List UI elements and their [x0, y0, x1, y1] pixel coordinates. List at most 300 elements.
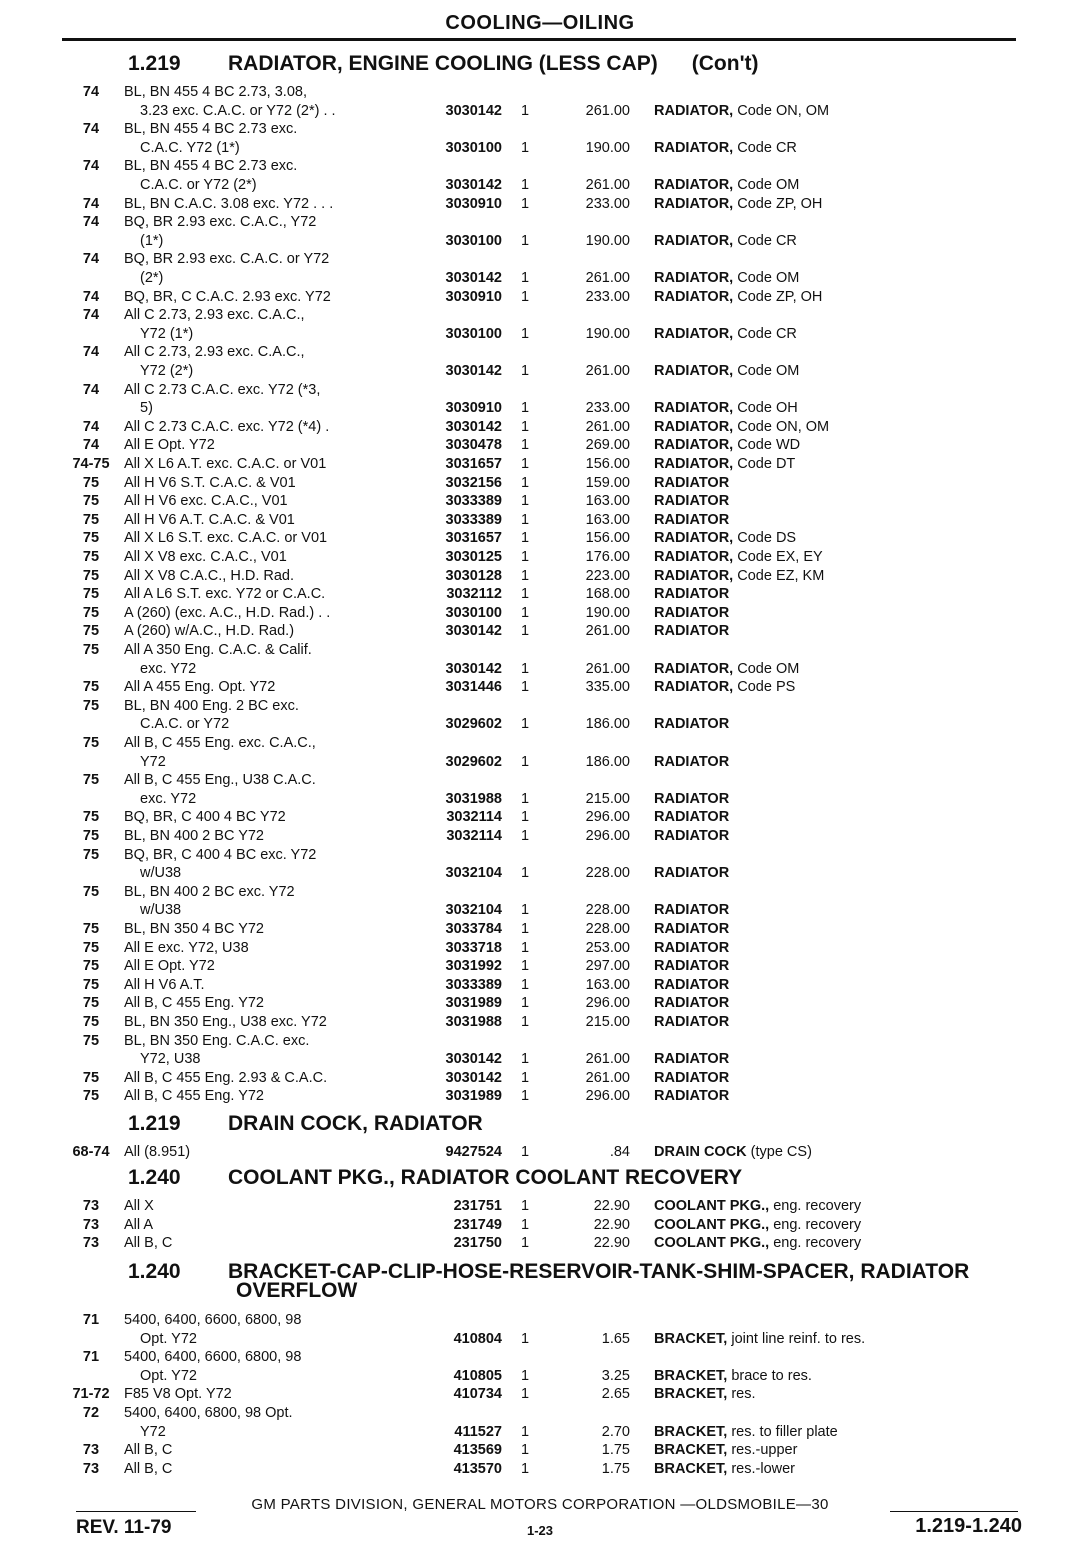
- catalog-line: [0, 939, 1080, 958]
- quantity: 1: [520, 1460, 530, 1477]
- part-number: 3031989: [445, 995, 502, 1012]
- model-year: 75: [82, 921, 100, 937]
- price: 2.70: [601, 1423, 630, 1440]
- part-name-main: BRACKET,: [654, 1423, 728, 1440]
- part-name: [654, 715, 1020, 734]
- part-name-main: RADIATOR: [654, 939, 730, 956]
- application-description: (2*): [140, 270, 164, 286]
- part-name: [654, 957, 1020, 976]
- application-description: 5400, 6400, 6800, 98 Opt.: [124, 1405, 293, 1421]
- catalog-line: [0, 1050, 1080, 1069]
- catalog-line: [0, 1441, 1080, 1460]
- model-year: 73: [82, 1235, 100, 1252]
- application-description: BQ, BR, C 400 4 BC exc. Y72: [124, 846, 317, 863]
- part-name-main: RADIATOR,: [654, 195, 734, 212]
- part-number: 413569: [453, 1442, 502, 1459]
- quantity: 1: [520, 958, 530, 975]
- application-description: All A 455 Eng. Opt. Y72: [124, 679, 276, 696]
- model-year: 75: [82, 735, 100, 751]
- application-description: Y72, U38: [140, 1051, 201, 1068]
- price: 1.75: [601, 1442, 630, 1459]
- quantity: 1: [520, 660, 530, 677]
- model-year: 73: [82, 1198, 100, 1214]
- section-name: BRACKET-CAP-CLIP-HOSE-RESERVOIR-TANK-SHIM-SPACER, RADIATOR: [228, 1260, 970, 1283]
- catalog-line: [0, 1032, 1080, 1051]
- catalog-line: [0, 418, 1080, 437]
- quantity: 1: [520, 418, 530, 435]
- part-name-main: RADIATOR: [654, 493, 730, 510]
- part-name: [654, 622, 1020, 641]
- catalog-line: [0, 1013, 1080, 1032]
- part-name-detail: Code EZ, KM: [733, 567, 825, 584]
- catalog-line: [0, 381, 1080, 400]
- part-name: [654, 808, 1020, 827]
- price: 335.00: [585, 679, 630, 696]
- application-description: Opt. Y72: [140, 1330, 197, 1347]
- model-year: 75: [82, 828, 100, 844]
- part-name: [654, 864, 1020, 883]
- price: 296.00: [585, 995, 630, 1012]
- part-name: [654, 920, 1020, 939]
- part-name-main: RADIATOR: [654, 1051, 730, 1068]
- part-name: [654, 1441, 1020, 1460]
- catalog-line: [0, 604, 1080, 623]
- section-name: DRAIN COCK, RADIATOR: [228, 1112, 483, 1135]
- part-name: [654, 1143, 1020, 1162]
- catalog-line: [0, 213, 1080, 232]
- quantity: 1: [520, 976, 530, 993]
- part-name: [654, 195, 1020, 214]
- section-number: 1.219: [128, 1112, 181, 1135]
- application-description: BL, BN 400 2 BC exc. Y72: [124, 883, 295, 900]
- part-name-main: RADIATOR: [654, 1069, 730, 1086]
- part-number: 3033389: [445, 511, 502, 528]
- part-number: 3030142: [445, 660, 502, 677]
- price: 176.00: [585, 549, 630, 565]
- quantity: 1: [520, 474, 530, 491]
- application-description: All C 2.73, 2.93 exc. C.A.C.,: [124, 307, 305, 324]
- catalog-line: [0, 697, 1080, 716]
- catalog-line: [0, 1330, 1080, 1349]
- catalog-line: [0, 957, 1080, 976]
- application-description: BL, BN 350 4 BC Y72: [124, 921, 264, 937]
- part-name: [654, 102, 1020, 121]
- part-name: [654, 753, 1020, 772]
- footer-page-number: 1-23: [526, 1523, 554, 1538]
- part-number: 411527: [454, 1423, 502, 1440]
- part-name-main: COOLANT PKG.,: [654, 1235, 770, 1252]
- part-number: 3032104: [445, 865, 502, 882]
- part-name-detail: res.-lower: [727, 1460, 795, 1477]
- price: 22.90: [593, 1235, 630, 1252]
- quantity: 1: [520, 1088, 530, 1105]
- price: 156.00: [585, 456, 630, 472]
- quantity: 1: [520, 567, 530, 584]
- part-number: 3030125: [445, 549, 502, 565]
- application-description: A (260) w/A.C., H.D. Rad.): [124, 623, 295, 640]
- application-description: Y72: [140, 1423, 166, 1440]
- part-number: 231751: [453, 1198, 502, 1214]
- part-number: 3031657: [445, 530, 502, 547]
- model-year: 68-74: [72, 1144, 110, 1160]
- price: 228.00: [585, 902, 630, 919]
- catalog-line: [0, 1385, 1080, 1404]
- section-number: 1.240: [128, 1166, 181, 1189]
- quantity: 1: [520, 288, 530, 305]
- price: 1.75: [601, 1460, 630, 1477]
- part-number: 3032114: [446, 809, 502, 826]
- part-name-main: RADIATOR: [654, 809, 730, 826]
- application-description: All X L6 A.T. exc. C.A.C. or V01: [124, 456, 327, 472]
- application-description: exc. Y72: [140, 660, 197, 677]
- part-name-main: RADIATOR: [654, 995, 730, 1012]
- model-year: 75: [82, 939, 100, 956]
- model-year: 74: [82, 307, 100, 324]
- part-number: 3029602: [445, 753, 502, 770]
- model-year: 75: [82, 976, 100, 993]
- part-name-main: RADIATOR,: [654, 400, 734, 417]
- quantity: 1: [520, 1051, 530, 1068]
- quantity: 1: [520, 865, 530, 882]
- model-year: 74: [82, 418, 100, 435]
- model-year: 75: [82, 474, 100, 491]
- model-year: 75: [82, 697, 100, 714]
- catalog-line: [0, 846, 1080, 865]
- part-name-detail: joint line reinf. to res.: [727, 1330, 866, 1347]
- catalog-line: [0, 529, 1080, 548]
- part-name-main: RADIATOR,: [654, 437, 734, 454]
- price: 233.00: [585, 195, 630, 212]
- part-name-detail: Code ZP, OH: [733, 195, 823, 212]
- model-year: 74: [82, 251, 100, 268]
- part-name: [654, 660, 1020, 679]
- catalog-line: [0, 1087, 1080, 1106]
- part-name: [654, 418, 1020, 437]
- part-number: 231749: [453, 1216, 502, 1233]
- price: 215.00: [585, 1014, 630, 1030]
- application-description: Y72 (2*): [140, 363, 194, 379]
- section-title: [128, 1113, 483, 1134]
- quantity: 1: [520, 1330, 530, 1347]
- application-description: BL, BN 350 Eng. C.A.C. exc.: [124, 1032, 310, 1049]
- application-description: BL, BN C.A.C. 3.08 exc. Y72 . . .: [124, 195, 334, 212]
- part-name-main: RADIATOR: [654, 865, 730, 882]
- part-number: 3030142: [445, 177, 502, 193]
- part-name-detail: Code ZP, OH: [733, 288, 823, 305]
- application-description: BL, BN 400 2 BC Y72: [124, 828, 264, 844]
- part-number: 3033784: [445, 921, 502, 937]
- quantity: 1: [520, 753, 530, 770]
- part-number: 3030478: [445, 437, 502, 454]
- application-description: BQ, BR 2.93 exc. C.A.C. or Y72: [124, 251, 330, 268]
- price: 186.00: [585, 753, 630, 770]
- part-name-main: BRACKET,: [654, 1367, 728, 1384]
- catalog-line: [0, 808, 1080, 827]
- section-name: RADIATOR, ENGINE COOLING (LESS CAP): [228, 52, 658, 75]
- catalog-line: [0, 1216, 1080, 1235]
- quantity: 1: [520, 437, 530, 454]
- model-year: 74: [82, 84, 100, 100]
- part-name-detail: Code ON, OM: [733, 102, 830, 119]
- part-name-detail: Code DT: [733, 456, 796, 472]
- application-description: 5400, 6400, 6600, 6800, 98: [124, 1312, 302, 1328]
- part-number: 3033389: [445, 976, 502, 993]
- part-name-main: RADIATOR: [654, 921, 730, 937]
- price: 261.00: [585, 363, 630, 379]
- application-description: All B, C: [124, 1442, 173, 1459]
- part-name-detail: brace to res.: [727, 1367, 812, 1384]
- part-number: 3030142: [445, 1051, 502, 1068]
- application-description: 3.23 exc. C.A.C. or Y72 (2*) . .: [140, 102, 336, 119]
- quantity: 1: [520, 921, 530, 937]
- part-number: 3030100: [445, 604, 502, 621]
- application-description: w/U38: [140, 865, 182, 882]
- part-name-main: RADIATOR,: [654, 679, 734, 696]
- application-description: All C 2.73 C.A.C. exc. Y72 (*3,: [124, 381, 321, 398]
- part-number: 410734: [453, 1386, 502, 1403]
- application-description: All X: [124, 1198, 154, 1214]
- quantity: 1: [520, 270, 530, 286]
- part-name-main: COOLANT PKG.,: [654, 1198, 770, 1214]
- part-number: 3031988: [445, 1014, 502, 1030]
- application-description: All B, C: [124, 1235, 173, 1252]
- part-name-main: RADIATOR,: [654, 102, 734, 119]
- part-number: 3030142: [445, 363, 502, 379]
- catalog-line: [0, 1234, 1080, 1253]
- part-name-main: RADIATOR,: [654, 660, 734, 677]
- catalog-line: [0, 325, 1080, 344]
- model-year: 75: [82, 846, 100, 863]
- price: 296.00: [585, 1088, 630, 1105]
- application-description: BL, BN 455 4 BC 2.73 exc.: [124, 121, 298, 138]
- price: .84: [609, 1144, 630, 1160]
- part-name: [654, 511, 1020, 530]
- part-number: 3030910: [445, 195, 502, 212]
- part-name-main: RADIATOR: [654, 586, 730, 603]
- part-name: [654, 176, 1020, 195]
- catalog-line: [0, 269, 1080, 288]
- catalog-line: [0, 790, 1080, 809]
- part-name: [654, 548, 1020, 567]
- part-name-main: RADIATOR: [654, 753, 730, 770]
- quantity: 1: [520, 586, 530, 603]
- catalog-line: [0, 343, 1080, 362]
- model-year: 74: [82, 195, 100, 212]
- part-name: [654, 269, 1020, 288]
- price: 190.00: [585, 604, 630, 621]
- catalog-line: [0, 678, 1080, 697]
- part-name: [654, 1197, 1020, 1216]
- part-name-main: COOLANT PKG.,: [654, 1216, 770, 1233]
- section-title: [128, 1167, 742, 1188]
- price: 215.00: [585, 790, 630, 807]
- footer-publisher: GM PARTS DIVISION, GENERAL MOTORS CORPORATION —OLDSMOBILE—30: [251, 1496, 829, 1513]
- part-name-detail: res. to filler plate: [727, 1423, 838, 1440]
- model-year: 75: [82, 679, 100, 696]
- part-name: [654, 994, 1020, 1013]
- part-name-detail: res.-upper: [727, 1442, 798, 1459]
- part-name: [654, 790, 1020, 809]
- model-year: 75: [82, 883, 100, 900]
- part-number: 3030142: [445, 102, 502, 119]
- part-name: [654, 232, 1020, 251]
- part-name-detail: Code OM: [733, 363, 800, 379]
- part-name-detail: Code WD: [733, 437, 801, 454]
- part-number: 3030100: [445, 139, 502, 156]
- part-number: 3032156: [445, 474, 502, 491]
- quantity: 1: [520, 679, 530, 696]
- model-year: 74: [82, 381, 100, 398]
- application-description: All B, C 455 Eng. 2.93 & C.A.C.: [124, 1069, 328, 1086]
- part-number: 413570: [453, 1460, 502, 1477]
- part-name-detail: eng. recovery: [769, 1198, 862, 1214]
- catalog-line: [0, 1197, 1080, 1216]
- catalog-line: [0, 901, 1080, 920]
- footer-revision: REV. 11-79: [76, 1517, 172, 1538]
- price: 223.00: [585, 567, 630, 584]
- part-name-detail: eng. recovery: [769, 1235, 862, 1252]
- part-name-main: BRACKET,: [654, 1442, 728, 1459]
- application-description: exc. Y72: [140, 790, 197, 807]
- price: 228.00: [585, 865, 630, 882]
- catalog-line: [0, 734, 1080, 753]
- price: 296.00: [585, 809, 630, 826]
- catalog-line: [0, 641, 1080, 660]
- part-number: 3030100: [445, 325, 502, 342]
- part-number: 3030142: [445, 270, 502, 286]
- application-description: All E Opt. Y72: [124, 958, 215, 975]
- price: 233.00: [585, 288, 630, 305]
- part-name-main: RADIATOR,: [654, 567, 734, 584]
- application-description: C.A.C. Y72 (1*): [140, 139, 240, 156]
- part-name-main: RADIATOR: [654, 474, 730, 491]
- section-title: [128, 53, 759, 74]
- catalog-line: [0, 511, 1080, 530]
- quantity: 1: [520, 1367, 530, 1384]
- application-description: C.A.C. or Y72 (2*): [140, 177, 257, 193]
- quantity: 1: [520, 1144, 530, 1160]
- application-description: BL, BN 400 Eng. 2 BC exc.: [124, 697, 299, 714]
- quantity: 1: [520, 511, 530, 528]
- application-description: All H V6 S.T. C.A.C. & V01: [124, 474, 296, 491]
- catalog-line: [0, 976, 1080, 995]
- part-number: 3031989: [445, 1088, 502, 1105]
- catalog-line: [0, 436, 1080, 455]
- part-name-detail: res.: [727, 1386, 756, 1403]
- catalog-line: [0, 157, 1080, 176]
- model-year: 73: [82, 1460, 100, 1477]
- part-number: 3031988: [445, 790, 502, 807]
- model-year: 74-75: [72, 456, 110, 472]
- price: 228.00: [585, 921, 630, 937]
- model-year: 75: [82, 809, 100, 826]
- part-name: [654, 1050, 1020, 1069]
- part-name: [654, 1069, 1020, 1088]
- part-name: [654, 976, 1020, 995]
- application-description: All B, C 455 Eng., U38 C.A.C.: [124, 772, 316, 789]
- part-name-main: RADIATOR: [654, 828, 730, 844]
- application-description: BQ, BR, C 400 4 BC Y72: [124, 809, 286, 826]
- part-name-main: RADIATOR,: [654, 418, 734, 435]
- part-name: [654, 604, 1020, 623]
- catalog-line: [0, 660, 1080, 679]
- part-number: 9427524: [445, 1144, 502, 1160]
- quantity: 1: [520, 177, 530, 193]
- section-number: 1.219: [128, 52, 181, 75]
- model-year: 71: [82, 1349, 100, 1366]
- part-name-main: RADIATOR: [654, 902, 730, 919]
- part-number: 231750: [453, 1235, 502, 1252]
- model-year: 72: [82, 1405, 100, 1421]
- part-name-main: RADIATOR: [654, 1014, 730, 1030]
- part-name: [654, 1013, 1020, 1032]
- catalog-line: [0, 753, 1080, 772]
- part-name: [654, 1367, 1020, 1386]
- quantity: 1: [520, 623, 530, 640]
- part-name-main: RADIATOR,: [654, 325, 734, 342]
- price: 22.90: [593, 1198, 630, 1214]
- price: 261.00: [585, 660, 630, 677]
- model-year: 75: [82, 1088, 100, 1105]
- part-number: 3031657: [445, 456, 502, 472]
- application-description: A (260) (exc. A.C., H.D. Rad.) . .: [124, 604, 331, 621]
- part-name: [654, 901, 1020, 920]
- quantity: 1: [520, 400, 530, 417]
- part-number: 3032104: [445, 902, 502, 919]
- model-year: 75: [82, 642, 100, 658]
- part-name-main: RADIATOR: [654, 976, 730, 993]
- price: 159.00: [585, 474, 630, 491]
- model-year: 75: [82, 511, 100, 528]
- catalog-line: [0, 1143, 1080, 1162]
- application-description: All X V8 C.A.C., H.D. Rad.: [124, 567, 295, 584]
- price: 156.00: [585, 530, 630, 547]
- quantity: 1: [520, 102, 530, 119]
- catalog-line: [0, 1404, 1080, 1423]
- quantity: 1: [520, 232, 530, 249]
- part-name: [654, 1087, 1020, 1106]
- catalog-line: [0, 864, 1080, 883]
- quantity: 1: [520, 1216, 530, 1233]
- part-name: [654, 455, 1020, 474]
- section-continued: (Con't): [691, 52, 759, 75]
- model-year: 75: [82, 995, 100, 1012]
- part-name-main: RADIATOR,: [654, 270, 734, 286]
- part-name: [654, 585, 1020, 604]
- application-description: BL, BN 455 4 BC 2.73 exc.: [124, 158, 298, 175]
- quantity: 1: [520, 1235, 530, 1252]
- application-description: All E Opt. Y72: [124, 437, 215, 454]
- part-name: [654, 678, 1020, 697]
- part-name-main: RADIATOR: [654, 790, 730, 807]
- model-year: 75: [82, 604, 100, 621]
- catalog-line: [0, 1367, 1080, 1386]
- price: 261.00: [585, 418, 630, 435]
- page-header-title: COOLING—OILING: [445, 12, 635, 34]
- price: 2.65: [601, 1386, 630, 1403]
- part-number: 410804: [453, 1330, 502, 1347]
- price: 261.00: [585, 177, 630, 193]
- application-description: All C 2.73, 2.93 exc. C.A.C.,: [124, 344, 305, 361]
- quantity: 1: [520, 939, 530, 956]
- catalog-line: [0, 771, 1080, 790]
- part-name-main: BRACKET,: [654, 1330, 728, 1347]
- application-description: Y72 (1*): [140, 325, 194, 342]
- model-year: 74: [82, 214, 100, 231]
- part-name: [654, 1330, 1020, 1349]
- header-rule: [62, 38, 1016, 41]
- catalog-line: [0, 139, 1080, 158]
